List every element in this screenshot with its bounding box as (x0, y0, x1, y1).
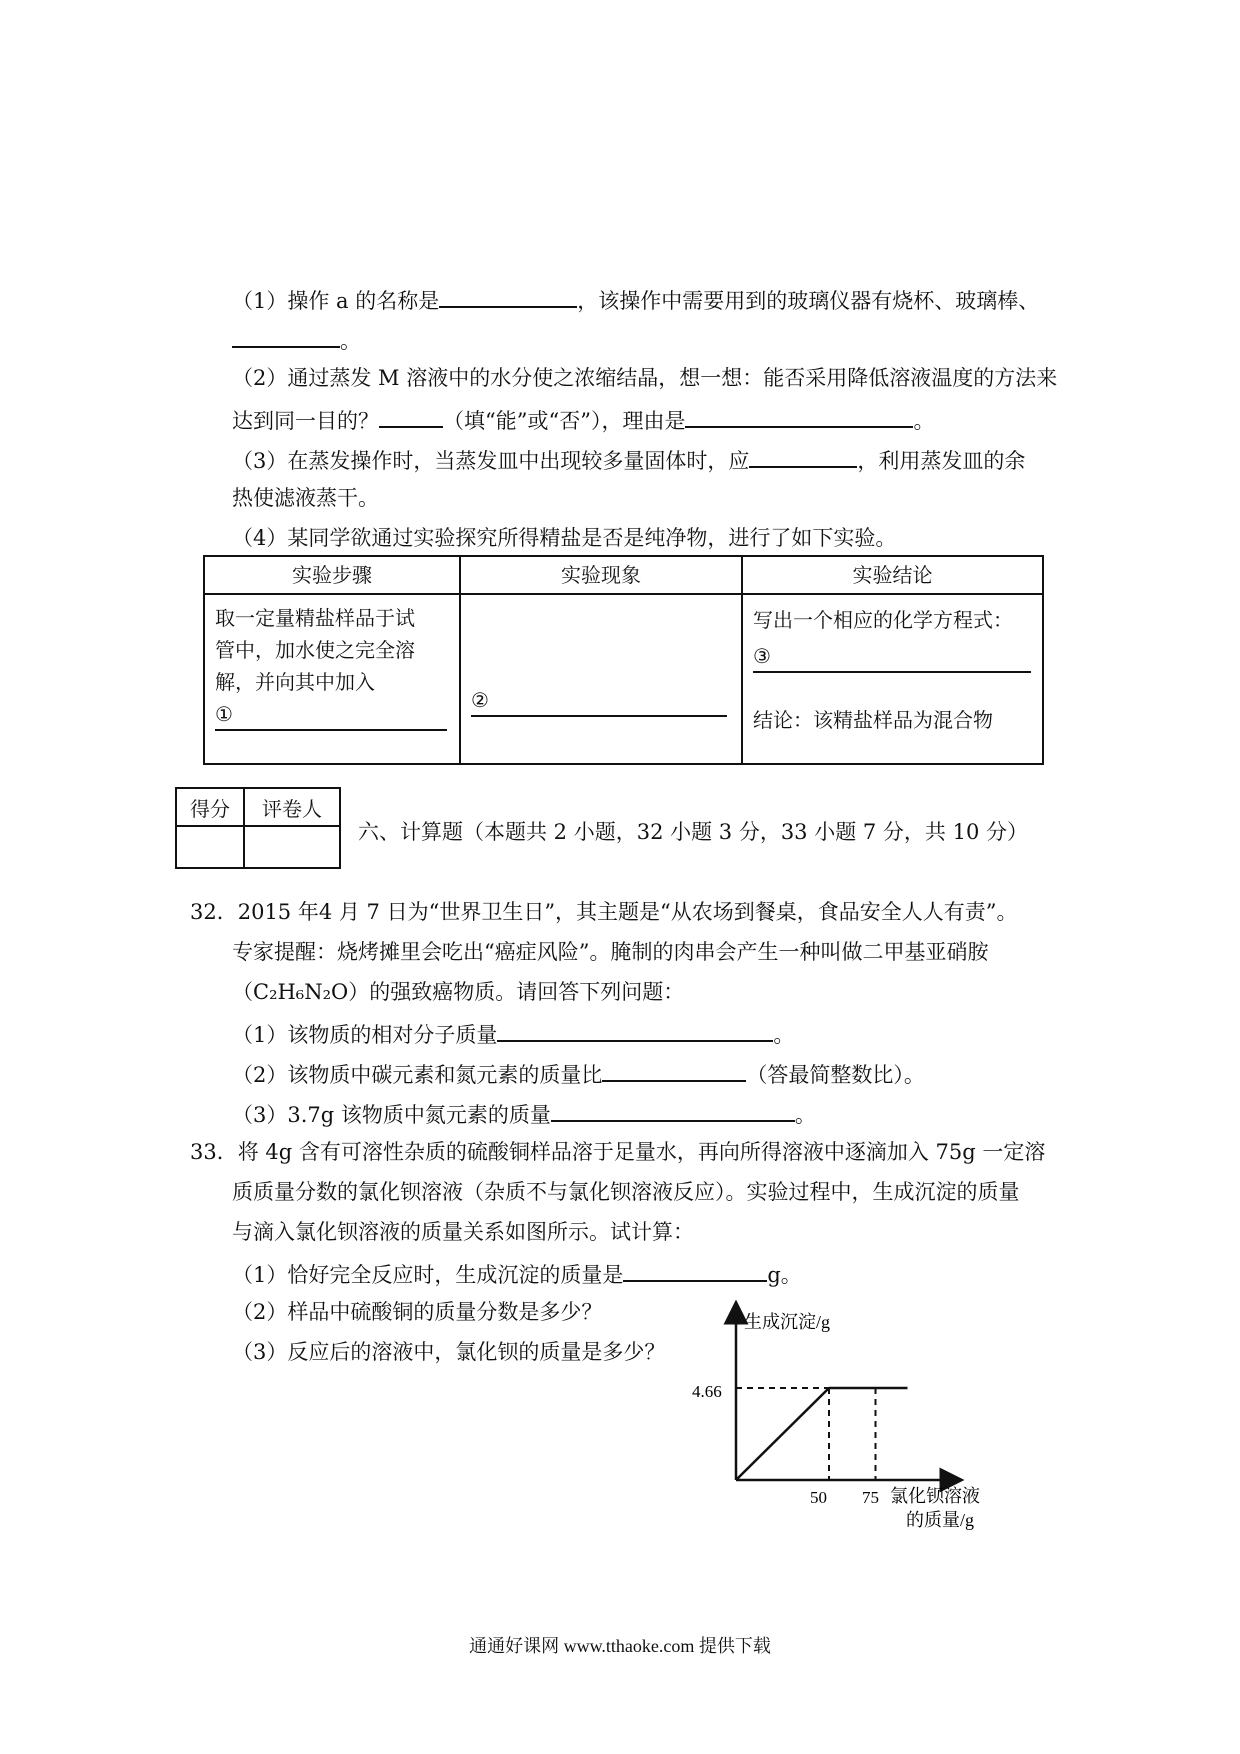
q32-sub3-end: 。 (794, 1103, 816, 1127)
step-line-1: 取一定量精盐样品于试 (215, 606, 415, 630)
q33-line2: 质质量分数的氯化钡溶液（杂质不与氯化钡溶液反应）。实验过程中，生成沉淀的质量 (232, 1180, 1020, 1204)
header-phenomenon: 实验现象 (460, 556, 742, 594)
q32-sub2-text: （2）该物质中碳元素和氮元素的质量比 (232, 1063, 603, 1087)
q2-blank-2[interactable] (685, 404, 913, 428)
q2-text: （2）通过蒸发 M 溶液中的水分使之浓缩结晶，想一想：能否采用降低溶液温度的方法来 (232, 366, 1058, 390)
q1-line1 (232, 284, 1039, 315)
x-tick-label-50: 50 (810, 1488, 827, 1507)
q33-sub1-text: （1）恰好完全反应时，生成沉淀的质量是 (232, 1263, 624, 1287)
q3-text-2: 热使滤液蒸干。 (232, 486, 379, 510)
circle-3: ③ (753, 644, 771, 668)
q2-text-c: 。 (913, 409, 935, 433)
y-axis-label: 生成沉淀/g (744, 1312, 831, 1332)
q4-text: （4）某同学欲通过实验探究所得精盐是否是纯净物，进行了如下实验。 (232, 526, 897, 550)
q32-line2: 专家提醒：烧烤摊里会吃出“癌症风险”。腌制的肉串会产生一种叫做二甲基亚硝胺 (232, 940, 989, 964)
y-tick-label: 4.66 (692, 1382, 722, 1401)
q2-line2 (232, 404, 934, 435)
conclusion-line-3: 结论：该精盐样品为混合物 (753, 708, 993, 732)
step-line-2: 管中，加水使之完全溶 (215, 638, 415, 662)
q1-mid: ，该操作中需要用到的玻璃仪器有烧杯、玻璃棒、 (577, 289, 1040, 313)
circle-1: ① (215, 702, 233, 726)
conclusion-blank-3[interactable] (753, 641, 1031, 673)
q33-sub2: （2）样品中硫酸铜的质量分数是多少？ (232, 1300, 603, 1324)
q32-line1: 32．2015 年4 月 7 日为“世界卫生日”，其主题是“从农场到餐桌，食品安全人人有责”。 (190, 900, 1018, 924)
footer: 通通好课网 www.tthaoke.com 提供下载 (469, 1636, 771, 1656)
q4-line1 (232, 524, 896, 552)
series-line-rise (736, 1388, 829, 1480)
cell-step (204, 594, 460, 764)
chart-marks (736, 1388, 908, 1480)
cell-conclusion (742, 594, 1043, 764)
experiment-table (203, 555, 1044, 765)
step-blank-1[interactable] (215, 699, 447, 731)
q1-blank-1[interactable] (439, 284, 577, 308)
phenomenon-blank-2[interactable] (471, 685, 727, 717)
q2-text-a: 达到同一目的？ (232, 409, 379, 433)
x-tick-label-75: 75 (862, 1488, 879, 1507)
q32-sub1 (232, 1018, 794, 1049)
cell-phenomenon (460, 594, 742, 764)
q3-text-b: ，利用蒸发皿的余 (857, 449, 1026, 473)
x-axis-label-2: 的质量/g (906, 1510, 975, 1530)
x-axis-label-1: 氯化钡溶液 (890, 1486, 980, 1506)
q1-end: 。 (340, 329, 361, 353)
score-value-cell[interactable] (176, 826, 244, 868)
q32-sub2-end: （答最简整数比）。 (746, 1063, 925, 1087)
q32-sub3 (232, 1098, 816, 1129)
q33-line1: 33．将 4g 含有可溶性杂质的硫酸铜样品溶于足量水，再向所得溶液中逐滴加入 75g 一定溶 (190, 1140, 1046, 1164)
q33-sub3: （3）反应后的溶液中，氯化钡的质量是多少？ (232, 1340, 666, 1364)
q32-sub1-end: 。 (773, 1023, 795, 1047)
conclusion-line-1: 写出一个相应的化学方程式： (753, 608, 1013, 632)
q32-sub2 (232, 1058, 925, 1089)
q3-line1 (232, 444, 1025, 475)
precipitate-chart (690, 1300, 1020, 1540)
q1-line2 (232, 324, 361, 355)
q33-line3: 与滴入氯化钡溶液的质量关系如图所示。试计算： (232, 1220, 694, 1244)
header-step: 实验步骤 (204, 556, 460, 594)
step-line-3: 解，并向其中加入 (215, 670, 375, 694)
q1-label: （1）操作 a 的名称是 (232, 289, 440, 313)
grader-value-cell[interactable] (244, 826, 340, 868)
q33-blank-1[interactable] (623, 1258, 767, 1282)
section6-title: 六、计算题（本题共 2 小题，32 小题 3 分，33 小题 7 分，共 10 分） (358, 820, 1028, 844)
q2-line1 (232, 364, 1057, 392)
q32-sub3-text: （3）3.7g 该物质中氮元素的质量 (232, 1103, 551, 1127)
score-label: 得分 (176, 788, 244, 826)
header-conclusion: 实验结论 (742, 556, 1043, 594)
q2-blank-1[interactable] (379, 404, 443, 428)
q33-sub1-unit: g。 (767, 1263, 802, 1287)
score-box (175, 787, 341, 869)
q32-blank-3[interactable] (551, 1098, 795, 1122)
grader-label: 评卷人 (244, 788, 340, 826)
q32-sub1-text: （1）该物质的相对分子质量 (232, 1023, 498, 1047)
q32-blank-1[interactable] (497, 1018, 773, 1042)
q3-line2 (232, 484, 379, 512)
q2-text-b: （填“能”或“否”），理由是 (443, 409, 686, 433)
q3-blank[interactable] (749, 444, 857, 468)
q3-text-a: （3）在蒸发操作时，当蒸发皿中出现较多量固体时，应 (232, 449, 750, 473)
circle-2: ② (471, 688, 489, 712)
q32-line3: （C₂H₆N₂O）的强致癌物质。请回答下列问题： (232, 980, 685, 1004)
q1-blank-2[interactable] (232, 324, 340, 348)
q33-sub1 (232, 1258, 802, 1289)
q32-blank-2[interactable] (602, 1058, 746, 1082)
